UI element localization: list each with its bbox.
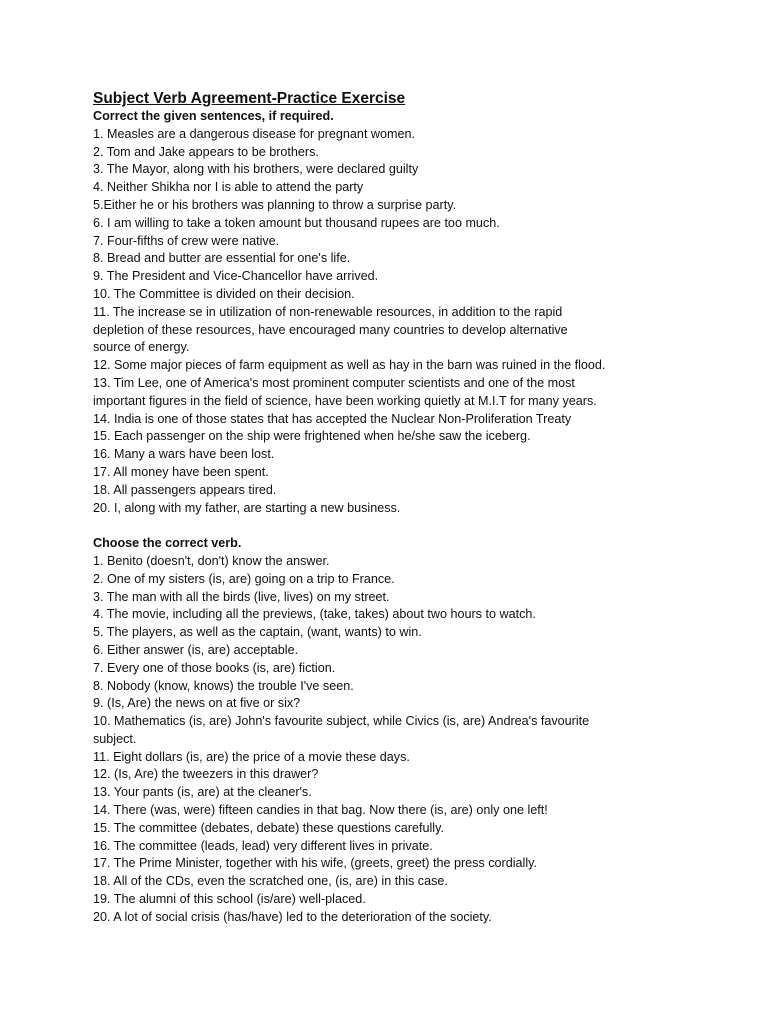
exercise-line: 13. Your pants (is, are) at the cleaner's.: [93, 785, 312, 800]
exercise-line: 18. All passengers appears tired.: [93, 482, 277, 497]
exercise-line: 10. Mathematics (is, are) John's favourite subject, while Civics (is, are) Andrea's favourite: [93, 714, 590, 729]
exercise-line: 12. Some major pieces of farm equipment as well as hay in the barn was ruined in the flood.: [93, 358, 606, 373]
document-title: Subject Verb Agreement-Practice Exercise: [93, 90, 406, 107]
exercise-line: 5. The players, as well as the captain, (want, wants) to win.: [93, 625, 422, 640]
exercise-line: 15. Each passenger on the ship were frightened when he/she saw the iceberg.: [93, 429, 531, 444]
exercise-line: 14. There (was, were) fifteen candies in that bag. Now there (is, are) only one left!: [93, 803, 548, 818]
exercise-line: 6. I am willing to take a token amount but thousand rupees are too much.: [93, 215, 500, 230]
exercise-line: 17. The Prime Minister, together with his wife, (greets, greet) the press cordially.: [93, 856, 537, 871]
exercise-line: 17. All money have been spent.: [93, 464, 269, 479]
exercise-line: 4. The movie, including all the previews, (take, takes) about two hours to watch.: [93, 607, 536, 622]
exercise-line: 7. Four-fifths of crew were native.: [93, 233, 280, 248]
exercise-line: 2. Tom and Jake appears to be brothers.: [93, 144, 319, 159]
exercise-line: depletion of these resources, have encouraged many countries to develop alternative: [93, 322, 568, 337]
exercise-line: important figures in the field of science, have been working quietly at M.I.T for many years.: [93, 393, 597, 408]
exercise-line: 9. (Is, Are) the news on at five or six?: [93, 696, 301, 711]
exercise-line: 15. The committee (debates, debate) these questions carefully.: [93, 820, 444, 835]
exercise-line: 1. Benito (doesn't, don't) know the answer.: [93, 553, 330, 568]
exercise-line: 10. The Committee is divided on their decision.: [93, 286, 355, 301]
exercise-line: 16. Many a wars have been lost.: [93, 447, 275, 462]
section-choose-verb: [93, 535, 684, 927]
exercise-line: 3. The man with all the birds (live, lives) on my street.: [93, 589, 390, 604]
section-heading-choose: Choose the correct verb.: [93, 536, 242, 551]
exercise-line: 12. (Is, Are) the tweezers in this drawer?: [93, 767, 319, 782]
section-heading-correct: Correct the given sentences, if required.: [93, 109, 334, 123]
exercise-line: 1. Measles are a dangerous disease for pregnant women.: [93, 126, 416, 141]
exercise-line: 6. Either answer (is, are) acceptable.: [93, 642, 299, 657]
section-gap: [93, 517, 684, 535]
exercise-line: source of energy.: [93, 340, 190, 355]
section-correct-sentences: [93, 108, 684, 517]
exercise-line: 20. A lot of social crisis (has/have) led to the deterioration of the society.: [93, 909, 492, 924]
exercise-line: 16. The committee (leads, lead) very different lives in private.: [93, 838, 433, 853]
exercise-line: 5.Either he or his brothers was planning to throw a surprise party.: [93, 197, 457, 212]
exercise-line: 19. The alumni of this school (is/are) well-placed.: [93, 892, 366, 907]
exercise-line: 3. The Mayor, along with his brothers, were declared guilty: [93, 162, 419, 177]
exercise-list-correct: [93, 126, 684, 518]
exercise-line: 11. The increase se in utilization of non-renewable resources, in addition to the rapid: [93, 304, 563, 319]
exercise-line: 13. Tim Lee, one of America's most prominent computer scientists and one of the most: [93, 375, 575, 390]
exercise-line: 4. Neither Shikha nor I is able to attend the party: [93, 180, 364, 195]
exercise-line: 11. Eight dollars (is, are) the price of a movie these days.: [93, 749, 410, 764]
exercise-line: subject.: [93, 731, 137, 746]
exercise-line: 8. Nobody (know, knows) the trouble I've seen.: [93, 678, 354, 693]
exercise-line: 20. I, along with my father, are starting a new business.: [93, 500, 401, 515]
exercise-line: 9. The President and Vice-Chancellor have arrived.: [93, 269, 379, 284]
exercise-line: 7. Every one of those books (is, are) fiction.: [93, 660, 336, 675]
exercise-line: 8. Bread and butter are essential for one's life.: [93, 251, 351, 266]
exercise-line: 2. One of my sisters (is, are) going on a trip to France.: [93, 571, 395, 586]
exercise-line: 18. All of the CDs, even the scratched one, (is, are) in this case.: [93, 874, 448, 889]
exercise-line: 14. India is one of those states that has accepted the Nuclear Non-Proliferation Treaty: [93, 411, 572, 426]
exercise-list-choose: [93, 553, 684, 927]
